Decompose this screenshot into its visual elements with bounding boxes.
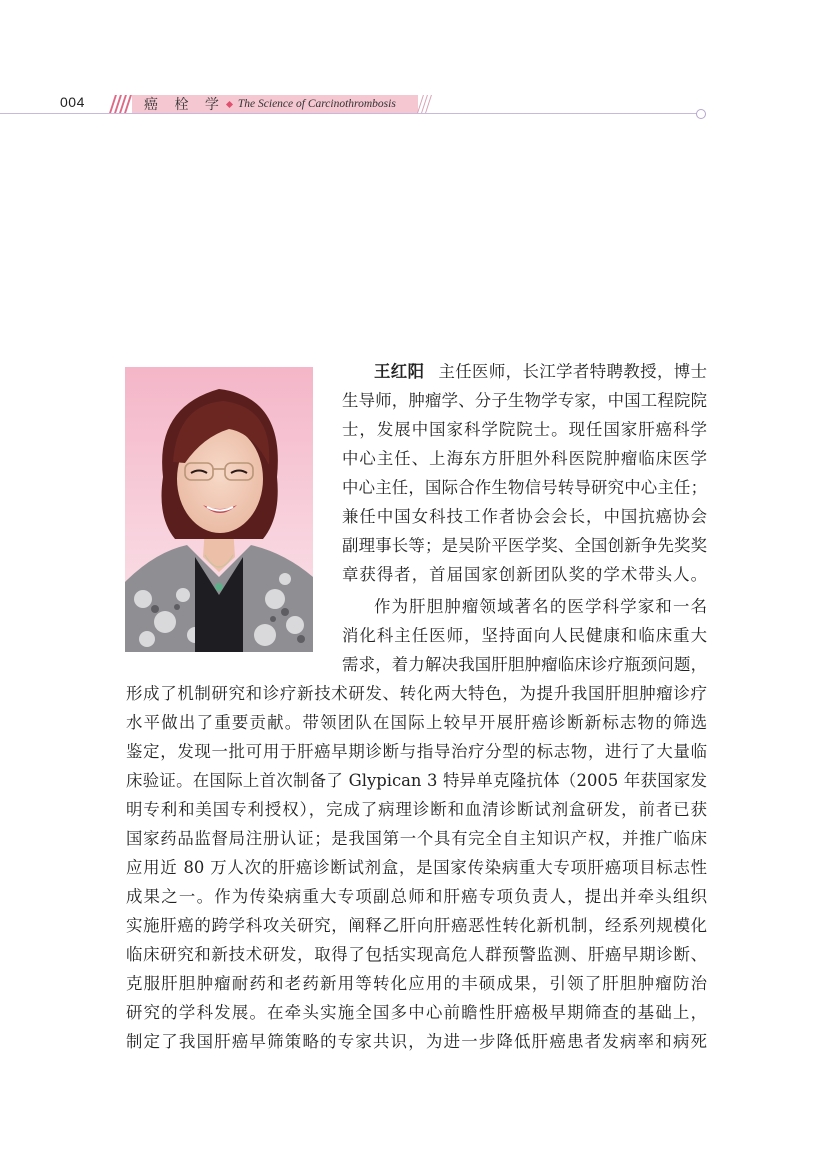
bio-line-14: 鉴定，发现一批可用于肝癌早期诊断与指导治疗分型的标志物，进行了大量临 <box>126 742 707 761</box>
header-title-band <box>132 95 418 113</box>
bio-line-18: 应用近 80 万人次的肝癌诊断试剂盒，是国家传染病重大专项肝癌项目标志性 <box>126 858 707 877</box>
bio-line-6: 兼任中国女科技工作者协会会长，中国抗癌协会 <box>342 507 707 526</box>
header-stripes-right <box>420 95 432 113</box>
book-title-english: The Science of Carcinothrombosis <box>237 98 396 110</box>
bio-line-12: 形成了机制研究和诊疗新技术研发、转化两大特色，为提升我国肝胆肿瘤诊疗 <box>126 684 707 703</box>
bio-line-17: 国家药品监督局注册认证；是我国第一个具有完全自主知识产权，并推广临床 <box>126 829 707 848</box>
bio-line-10: 消化科主任医师，坚持面向人民健康和临床重大 <box>342 626 707 645</box>
bio-line-22: 克服肝胆肿瘤耐药和老药新用等转化应用的丰硕成果，引领了肝胆肿瘤防治 <box>126 974 707 993</box>
bio-line-21: 临床研究和新技术研发，取得了包括实现高危人群预警监测、肝癌早期诊断、 <box>126 945 707 964</box>
bio-line-23: 研究的学科发展。在牵头实施全国多中心前瞻性肝癌极早期筛查的基础上， <box>126 1003 707 1022</box>
bio-line-20: 实施肝癌的跨学科攻关研究，阐释乙肝向肝癌恶性转化新机制，经系列规模化 <box>126 916 707 935</box>
author-name: 王红阳 <box>374 362 425 381</box>
book-title: 癌 栓 学 <box>144 97 225 113</box>
bio-line-9: 作为肝胆肿瘤领域著名的医学科学家和一名 <box>374 597 707 616</box>
header-rule-ornament <box>696 109 706 119</box>
bio-text: 主任医师，长江学者特聘教授，博士 <box>438 362 708 381</box>
bio-line-1 <box>342 362 707 382</box>
bio-line-5: 中心主任，国际合作生物信号转导研究中心主任； <box>342 478 707 497</box>
bio-line-11: 需求，着力解决我国肝胆肿瘤临床诊疗瓶颈问题， <box>342 655 707 674</box>
page-number: 004 <box>60 94 85 110</box>
bio-line-15: 床验证。在国际上首次制备了 Glypican 3 特异单克隆抗体（2005 年获国家发 <box>126 771 707 790</box>
bio-line-7: 副理事长等；是吴阶平医学奖、全国创新争先奖奖 <box>342 536 707 555</box>
author-portrait <box>125 367 313 652</box>
bio-line-3: 士，发展中国家科学院院士。现任国家肝癌科学 <box>342 420 707 439</box>
running-header <box>0 0 831 130</box>
bio-line-24: 制定了我国肝癌早筛策略的专家共识，为进一步降低肝癌患者发病率和病死 <box>126 1032 707 1051</box>
header-rule <box>0 113 700 114</box>
bio-line-19: 成果之一。作为传染病重大专项副总师和肝癌专项负责人，提出并牵头组织 <box>126 887 707 906</box>
bio-line-13: 水平做出了重要贡献。带领团队在国际上较早开展肝癌诊断新标志物的筛选 <box>126 713 707 732</box>
bio-line-4: 中心主任、上海东方肝胆外科医院肿瘤临床医学 <box>342 449 707 468</box>
bio-line-8: 章获得者，首届国家创新团队奖的学术带头人。 <box>342 565 707 584</box>
header-stripes-left <box>112 95 132 113</box>
diamond-separator-icon <box>226 100 233 107</box>
bio-line-2: 生导师，肿瘤学、分子生物学专家，中国工程院院 <box>342 391 707 410</box>
bio-line-16: 明专利和美国专利授权），完成了病理诊断和血清诊断试剂盒研发，前者已获 <box>126 800 707 819</box>
